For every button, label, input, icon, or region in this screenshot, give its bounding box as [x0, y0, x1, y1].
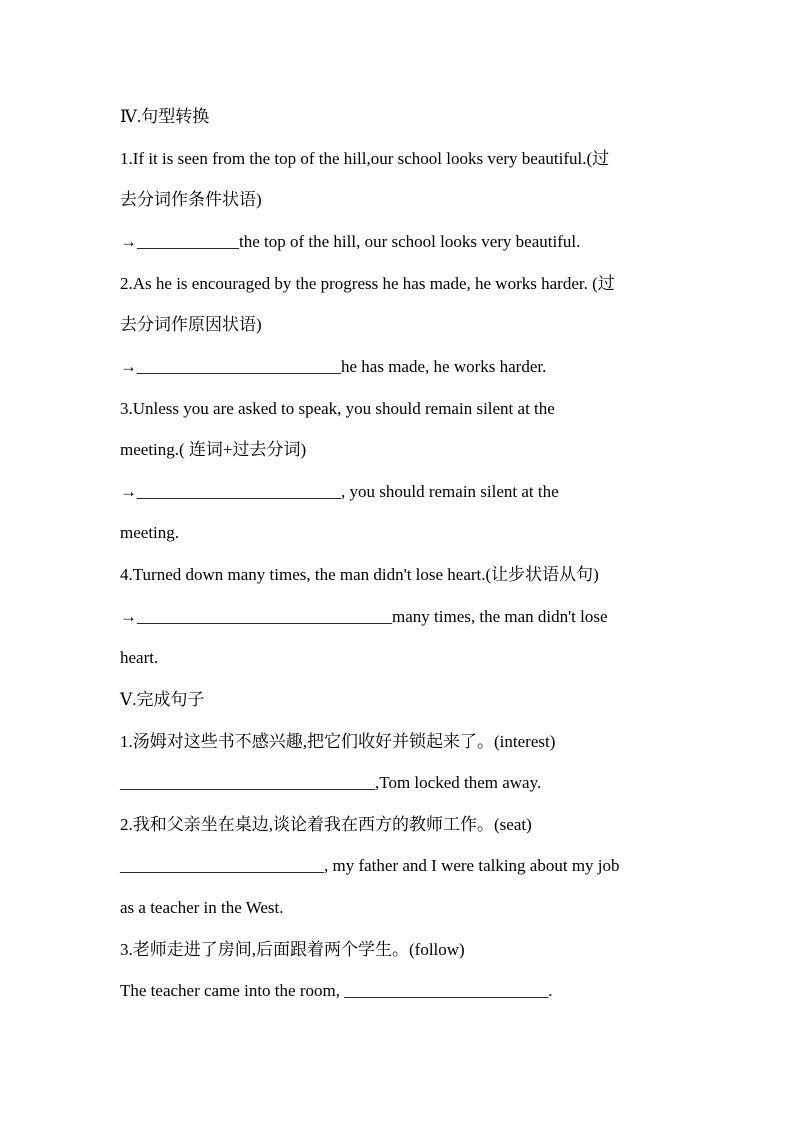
section-5-heading: Ⅴ.完成句子: [120, 690, 205, 709]
s4-q3-answer-line-2: meeting.: [120, 523, 180, 542]
s4-q1-prompt-line-1: 1.If it is seen from the top of the hill,our school looks very beautiful.(过: [120, 149, 610, 168]
s5-q3-answer-line: The teacher came into the room, ________________________.: [120, 981, 553, 1000]
s4-q1-answer-line: →____________the top of the hill, our school looks very beautiful.: [120, 232, 581, 251]
s4-q3-prompt-line-2: meeting.( 连词+过去分词): [120, 440, 307, 459]
section-4-heading: Ⅳ.句型转换: [120, 107, 210, 126]
s5-q1-answer-line: ______________________________,Tom locked them away.: [120, 773, 542, 792]
s4-q3-answer-line-1: →________________________, you should remain silent at the: [120, 482, 559, 501]
s5-q3-prompt-line: 3.老师走进了房间,后面跟着两个学生。(follow): [120, 940, 465, 959]
s5-q2-answer-line-1: ________________________, my father and I were talking about my job: [120, 856, 620, 875]
s4-q2-prompt-line-1: 2.As he is encouraged by the progress he has made, he works harder. (过: [120, 274, 615, 293]
s4-q4-answer-line-1: →______________________________many times, the man didn't lose: [120, 607, 608, 626]
s4-q1-prompt-line-2: 去分词作条件状语): [120, 190, 262, 209]
s4-q2-prompt-line-2: 去分词作原因状语): [120, 315, 262, 334]
s4-q4-prompt-line-1: 4.Turned down many times, the man didn't lose heart.(让步状语从句): [120, 565, 599, 584]
s5-q2-answer-line-2: as a teacher in the West.: [120, 898, 284, 917]
s4-q2-answer-line: →________________________he has made, he works harder.: [120, 357, 547, 376]
s4-q4-answer-line-2: heart.: [120, 648, 159, 667]
s5-q1-prompt-line: 1.汤姆对这些书不感兴趣,把它们收好并锁起来了。(interest): [120, 732, 556, 751]
s4-q3-prompt-line-1: 3.Unless you are asked to speak, you should remain silent at the: [120, 399, 555, 418]
s5-q2-prompt-line: 2.我和父亲坐在桌边,谈论着我在西方的教师工作。(seat): [120, 815, 532, 834]
